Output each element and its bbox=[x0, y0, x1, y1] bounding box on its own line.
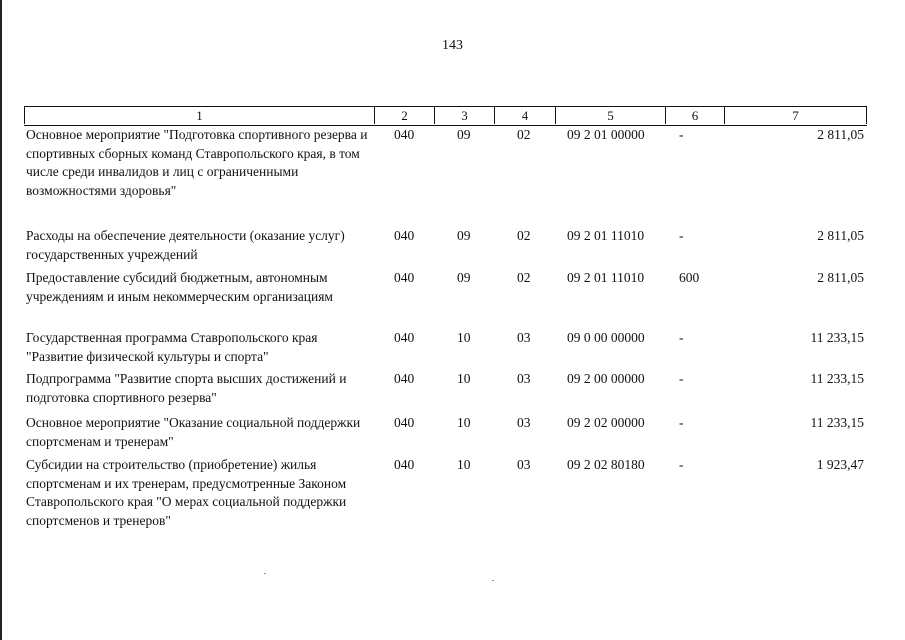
scan-speck bbox=[264, 573, 266, 574]
row-col-4: 03 bbox=[517, 330, 531, 345]
row-name: Предоставление субсидий бюджетным, автономным учреждениям и иным некоммерческим организациям bbox=[26, 270, 333, 304]
row-col-4: 03 bbox=[517, 415, 531, 430]
row-col-7: 2 811,05 bbox=[817, 228, 864, 243]
row-col-4: 02 bbox=[517, 228, 531, 243]
row-col-2: 040 bbox=[394, 415, 415, 430]
row-col-3: 10 bbox=[457, 371, 471, 386]
row-col-2: 040 bbox=[394, 371, 415, 386]
header-col-7: 7 bbox=[724, 107, 867, 124]
row-name: Основное мероприятие "Оказание социальной поддержки спортсменам и тренерам" bbox=[26, 415, 361, 449]
row-col-6: 600 bbox=[679, 270, 700, 285]
row-col-7: 1 923,47 bbox=[816, 457, 864, 472]
row-col-2: 040 bbox=[394, 127, 415, 142]
header-col-5: 5 bbox=[555, 107, 665, 124]
row-col-5: 09 2 02 00000 bbox=[567, 415, 645, 430]
row-name: Расходы на обеспечение деятельности (оказание услуг) государственных учреждений bbox=[26, 228, 345, 262]
row-col-6: - bbox=[679, 330, 684, 345]
row-col-5: 09 2 01 11010 bbox=[567, 228, 645, 243]
row-col-2: 040 bbox=[394, 330, 415, 345]
row-col-7: 11 233,15 bbox=[810, 371, 864, 386]
row-col-6: - bbox=[679, 457, 684, 472]
row-col-5: 09 2 01 11010 bbox=[567, 270, 645, 285]
row-col-3: 09 bbox=[457, 228, 471, 243]
row-col-3: 09 bbox=[457, 127, 471, 142]
header-col-2: 2 bbox=[374, 107, 434, 124]
row-col-3: 09 bbox=[457, 270, 471, 285]
row-col-4: 02 bbox=[517, 127, 531, 142]
row-col-5: 09 2 02 80180 bbox=[567, 457, 645, 472]
row-col-5: 09 2 01 00000 bbox=[567, 127, 645, 142]
row-col-6: - bbox=[679, 127, 684, 142]
row-col-6: - bbox=[679, 228, 684, 243]
row-col-4: 03 bbox=[517, 457, 531, 472]
row-col-6: - bbox=[679, 415, 684, 430]
row-col-3: 10 bbox=[457, 415, 471, 430]
header-col-3: 3 bbox=[434, 107, 494, 124]
row-col-6: - bbox=[679, 371, 684, 386]
row-name: Подпрограмма "Развитие спорта высших достижений и подготовка спортивного резерва" bbox=[26, 371, 347, 405]
page-left-edge-line bbox=[0, 0, 2, 640]
row-col-4: 02 bbox=[517, 270, 531, 285]
page-number: 143 bbox=[442, 38, 463, 53]
row-col-7: 2 811,05 bbox=[817, 270, 864, 285]
row-col-2: 040 bbox=[394, 457, 415, 472]
header-col-4: 4 bbox=[494, 107, 555, 124]
header-col-6: 6 bbox=[665, 107, 724, 124]
row-col-5: 09 2 00 00000 bbox=[567, 371, 645, 386]
row-col-2: 040 bbox=[394, 270, 415, 285]
header-col-1: 1 bbox=[24, 107, 374, 124]
row-col-3: 10 bbox=[457, 457, 471, 472]
row-col-7: 11 233,15 bbox=[810, 415, 864, 430]
row-name: Субсидии на строительство (приобретение) жилья спортсменам и их тренерам, предусмотренные Законом Ставропольского края "О мерах социальной поддержки спортсменов и тренеров" bbox=[26, 457, 347, 528]
row-col-7: 2 811,05 bbox=[817, 127, 864, 142]
row-col-4: 03 bbox=[517, 371, 531, 386]
row-name: Государственная программа Ставропольского края "Развитие физической культуры и спорта" bbox=[26, 330, 318, 364]
row-col-2: 040 bbox=[394, 228, 415, 243]
row-col-5: 09 0 00 00000 bbox=[567, 330, 645, 345]
row-name: Основное мероприятие "Подготовка спортивного резерва и спортивных сборных команд Ставропольского края, в том числе среди инвалидов и лиц с ограниченными возможностями здоровья" bbox=[26, 127, 368, 198]
row-col-3: 10 bbox=[457, 330, 471, 345]
row-col-7: 11 233,15 bbox=[810, 330, 864, 345]
scan-speck bbox=[492, 580, 494, 581]
